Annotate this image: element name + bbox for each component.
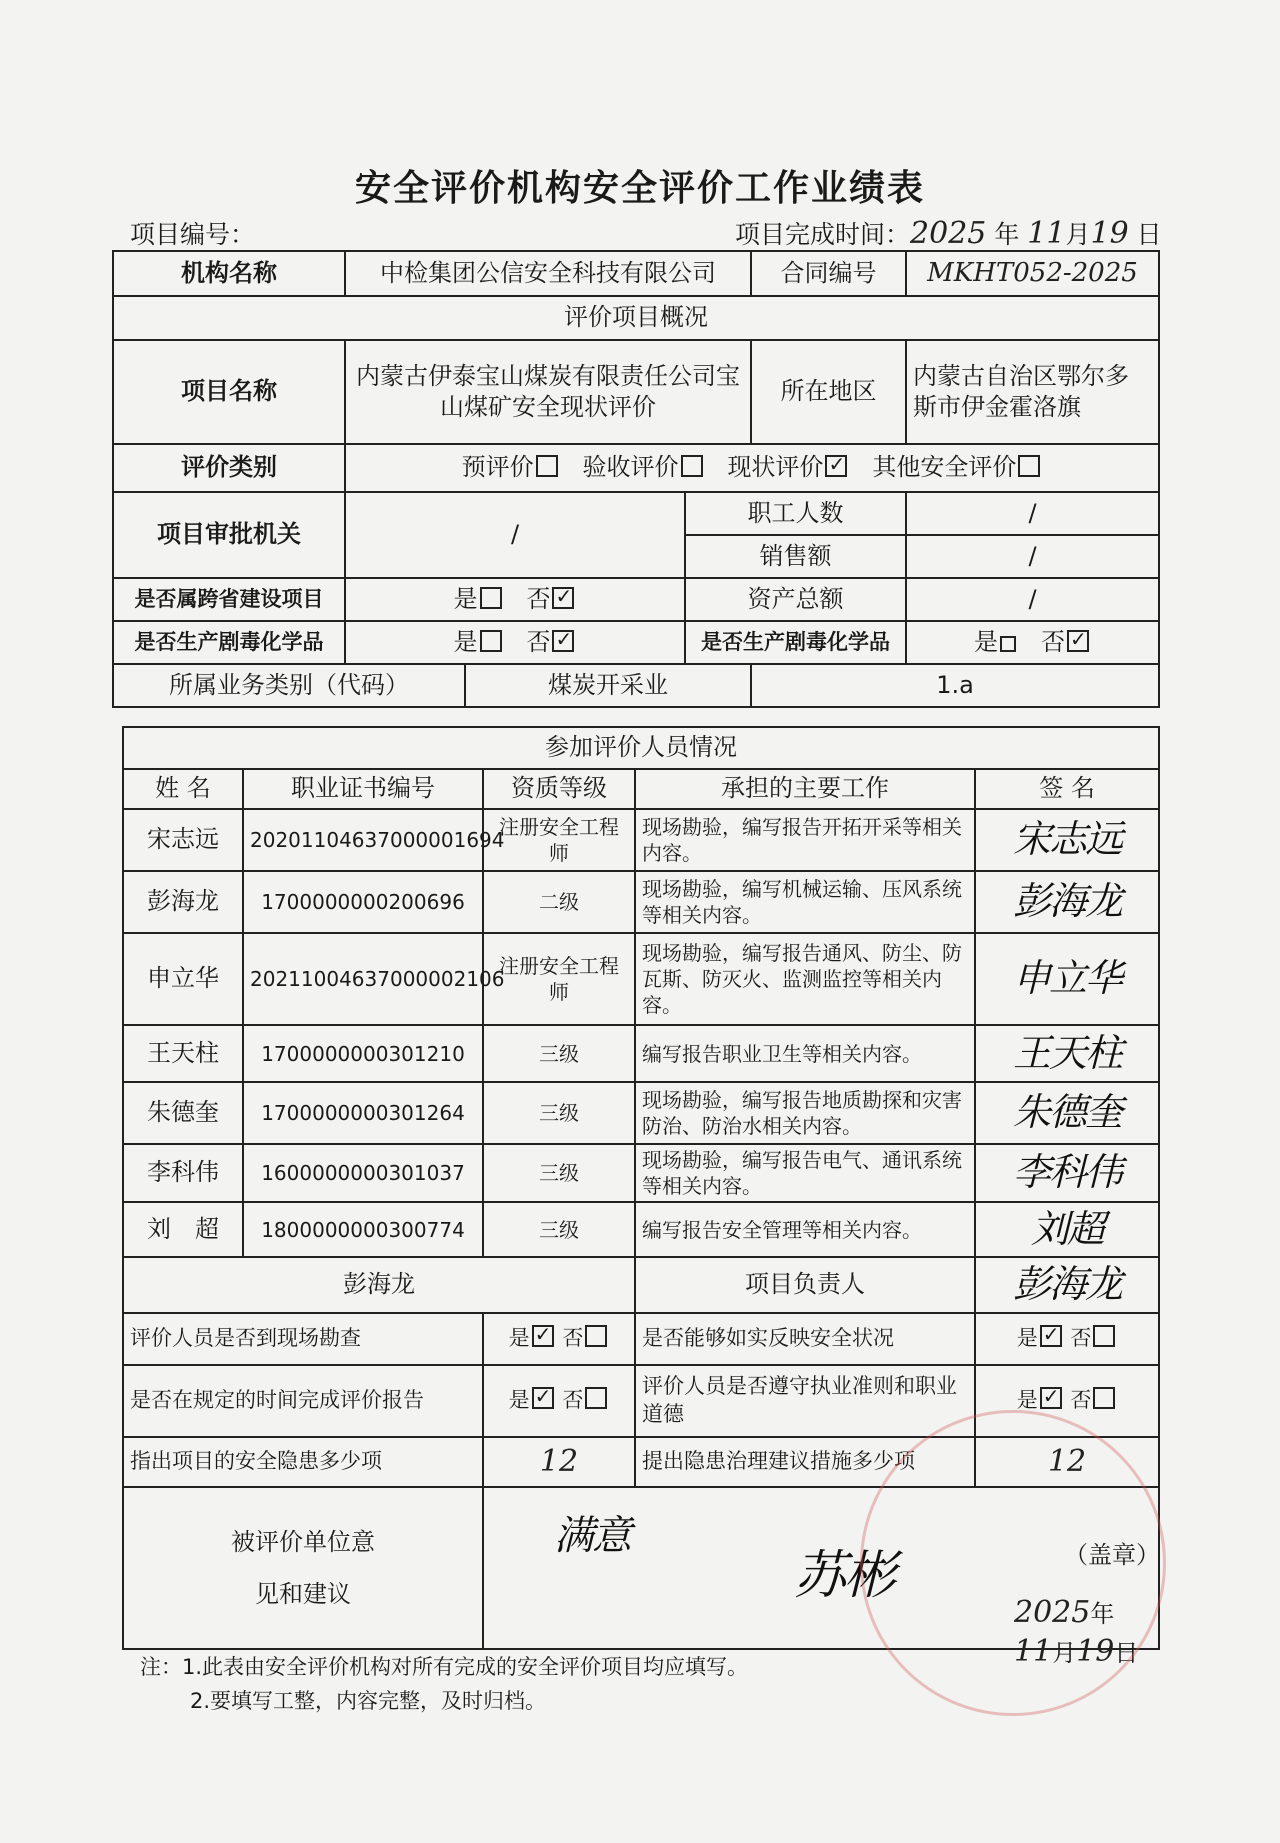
location-label: 所在地区 xyxy=(751,340,906,444)
person-name: 王天柱 xyxy=(123,1025,243,1082)
overview-table xyxy=(112,250,1160,708)
hazards-label: 指出项目的安全隐患多少项 xyxy=(123,1437,483,1487)
person-cert: 1700000000301210 xyxy=(243,1025,483,1082)
org-name-label: 机构名称 xyxy=(113,251,345,296)
cross-province-yes-checkbox[interactable] xyxy=(480,587,502,609)
person-level: 三级 xyxy=(483,1144,635,1202)
person-cert: 1800000000300774 xyxy=(243,1202,483,1257)
completion-year: 2025 xyxy=(910,216,987,251)
person-level: 注册安全工程师 xyxy=(483,809,635,871)
staff-value: / xyxy=(906,492,1159,535)
person-work: 现场勘验，编写报告开拓开采等相关内容。 xyxy=(635,809,975,871)
cross-province-no-checkbox[interactable] xyxy=(552,587,574,609)
project-name-value: 内蒙古伊泰宝山煤炭有限责任公司宝山煤矿安全现状评价 xyxy=(345,340,751,444)
sales-value: / xyxy=(906,535,1159,578)
person-work: 现场勘验，编写报告地质勘探和灾害防治、防治水相关内容。 xyxy=(635,1082,975,1144)
person-work: 编写报告安全管理等相关内容。 xyxy=(635,1202,975,1257)
person-cert: 1700000000301264 xyxy=(243,1082,483,1144)
project-name-label: 项目名称 xyxy=(113,340,345,444)
toxic-label-right: 是否生产剧毒化学品 xyxy=(685,621,906,664)
category-checkbox-status[interactable] xyxy=(825,455,847,477)
person-cert: 1600000000301037 xyxy=(243,1144,483,1202)
person-work: 现场勘验，编写机械运输、压风系统等相关内容。 xyxy=(635,871,975,933)
completion-month: 11 xyxy=(1027,216,1066,251)
toxic-right-no-checkbox[interactable] xyxy=(1067,630,1089,652)
category-options: 预评价 验收评价 现状评价✓ 其他安全评价 xyxy=(345,444,1159,492)
toxic-right-yes-checkbox[interactable] xyxy=(1000,636,1016,652)
ontime-yes-checkbox[interactable] xyxy=(532,1387,554,1409)
opinion-handwritten: 满意 xyxy=(554,1512,630,1559)
person-work: 现场勘验，编写报告电气、通讯系统等相关内容。 xyxy=(635,1144,975,1202)
approval-label: 项目审批机关 xyxy=(113,492,345,578)
table-row xyxy=(123,1025,1159,1082)
measures-label: 提出隐患治理建议措施多少项 xyxy=(635,1437,975,1487)
person-work: 现场勘验，编写报告通风、防尘、防瓦斯、防灭火、监测监控等相关内容。 xyxy=(635,933,975,1025)
category-label: 评价类别 xyxy=(113,444,345,492)
table-row xyxy=(123,1082,1159,1144)
col-header-work: 承担的主要工作 xyxy=(635,769,975,809)
opinion-cell xyxy=(123,1487,483,1649)
business-label: 所属业务类别（代码） xyxy=(113,664,465,707)
person-name: 申立华 xyxy=(123,933,243,1025)
category-checkbox-pre[interactable] xyxy=(536,455,558,477)
completion-day: 19 xyxy=(1090,216,1129,251)
col-header-level: 资质等级 xyxy=(483,769,635,809)
person-signature: 刘超 xyxy=(975,1202,1159,1257)
footnote-2: 2.要填写工整，内容完整，及时归档。 xyxy=(190,1689,547,1713)
leader-label: 项目负责人 xyxy=(635,1257,975,1312)
toxic-no-checkbox[interactable] xyxy=(552,630,574,652)
leader-signature: 彭海龙 xyxy=(975,1257,1159,1312)
person-cert: 1700000000200696 xyxy=(243,871,483,933)
form-title: 安全评价机构安全评价工作业绩表 xyxy=(354,168,925,209)
footnote-1: 注：1.此表由安全评价机构对所有完成的安全评价项目均应填写。 xyxy=(140,1655,749,1679)
table-row xyxy=(123,871,1159,933)
staff-label: 职工人数 xyxy=(685,492,906,535)
measures-value: 12 xyxy=(975,1437,1159,1487)
person-name: 宋志远 xyxy=(123,809,243,871)
person-signature: 朱德奎 xyxy=(975,1082,1159,1144)
toxic-options-right: 是 否✓ xyxy=(906,621,1159,664)
person-signature: 李科伟 xyxy=(975,1144,1159,1202)
person-signature: 彭海龙 xyxy=(975,871,1159,933)
opinion-date: 2025年 11月19日 xyxy=(1014,1594,1139,1669)
toxic-options: 是 否✓ xyxy=(345,621,685,664)
business-code: 1.a xyxy=(751,664,1159,707)
person-name: 朱德奎 xyxy=(123,1082,243,1144)
person-signature: 宋志远 xyxy=(975,809,1159,871)
sales-label: 销售额 xyxy=(685,535,906,578)
opinion-label: 被评价单位意见和建议 xyxy=(231,1527,375,1608)
person-signature: 王天柱 xyxy=(975,1025,1159,1082)
person-level: 二级 xyxy=(483,871,635,933)
person-level: 三级 xyxy=(483,1025,635,1082)
footnotes xyxy=(140,1650,748,1718)
faithful-no-checkbox[interactable] xyxy=(1093,1325,1115,1347)
person-name: 刘 超 xyxy=(123,1202,243,1257)
ethics-yes-checkbox[interactable] xyxy=(1040,1387,1062,1409)
location-value: 内蒙古自治区鄂尔多斯市伊金霍洛旗 xyxy=(906,340,1159,444)
personnel-section-title: 参加评价人员情况 xyxy=(123,727,1159,769)
onsite-yes-checkbox[interactable] xyxy=(532,1325,554,1347)
toxic-label: 是否生产剧毒化学品 xyxy=(113,621,345,664)
toxic-yes-checkbox[interactable] xyxy=(480,630,502,652)
onsite-label: 评价人员是否到现场勘查 xyxy=(123,1313,483,1365)
faithful-label: 是否能够如实反映安全状况 xyxy=(635,1313,975,1365)
table-row xyxy=(123,1202,1159,1257)
person-level: 三级 xyxy=(483,1202,635,1257)
hazards-value: 12 xyxy=(483,1437,635,1487)
completion-date: 项目完成时间：2025 年 11月19 日 xyxy=(735,216,1162,251)
ethics-no-checkbox[interactable] xyxy=(1093,1387,1115,1409)
table-row xyxy=(123,1144,1159,1202)
faithful-options: 是✓ 否 xyxy=(975,1313,1159,1365)
assets-label: 资产总额 xyxy=(685,578,906,621)
faithful-yes-checkbox[interactable] xyxy=(1040,1325,1062,1347)
col-header-name: 姓 名 xyxy=(123,769,243,809)
seal-note: （盖章） xyxy=(1064,1540,1160,1569)
cross-province-label: 是否属跨省建设项目 xyxy=(113,578,345,621)
ontime-options: 是✓ 否 xyxy=(483,1365,635,1437)
table-row xyxy=(123,809,1159,871)
cross-province-options: 是 否✓ xyxy=(345,578,685,621)
ontime-label: 是否在规定的时间完成评价报告 xyxy=(123,1365,483,1437)
person-work: 编写报告职业卫生等相关内容。 xyxy=(635,1025,975,1082)
ethics-options: 是✓ 否 xyxy=(975,1365,1159,1437)
person-name: 李科伟 xyxy=(123,1144,243,1202)
business-value: 煤炭开采业 xyxy=(465,664,751,707)
col-header-sign: 签 名 xyxy=(975,769,1159,809)
category-checkbox-other[interactable] xyxy=(1018,455,1040,477)
assets-value: / xyxy=(906,578,1159,621)
person-cert: 20201104637000001694 xyxy=(243,809,483,871)
project-no-label: 项目编号： xyxy=(130,220,256,249)
onsite-options: 是✓ 否 xyxy=(483,1313,635,1365)
contract-value: MKHT052-2025 xyxy=(906,251,1159,296)
ontime-no-checkbox[interactable] xyxy=(585,1387,607,1409)
col-header-cert: 职业证书编号 xyxy=(243,769,483,809)
person-level: 三级 xyxy=(483,1082,635,1144)
approval-value: / xyxy=(345,492,685,578)
org-name-value: 中检集团公信安全科技有限公司 xyxy=(345,251,751,296)
table-row xyxy=(123,933,1159,1025)
overview-section-title: 评价项目概况 xyxy=(113,296,1159,340)
person-level: 注册安全工程师 xyxy=(483,933,635,1025)
contract-label: 合同编号 xyxy=(751,251,906,296)
person-cert: 20211004637000002106 xyxy=(243,933,483,1025)
onsite-no-checkbox[interactable] xyxy=(585,1325,607,1347)
opinion-signature: 苏彬 xyxy=(794,1545,895,1606)
leader-name: 彭海龙 xyxy=(123,1257,635,1312)
person-signature: 申立华 xyxy=(975,933,1159,1025)
opinion-content xyxy=(483,1487,1160,1669)
category-checkbox-acceptance[interactable] xyxy=(681,455,703,477)
person-name: 彭海龙 xyxy=(123,871,243,933)
ethics-label: 评价人员是否遵守执业准则和职业道德 xyxy=(635,1365,975,1437)
